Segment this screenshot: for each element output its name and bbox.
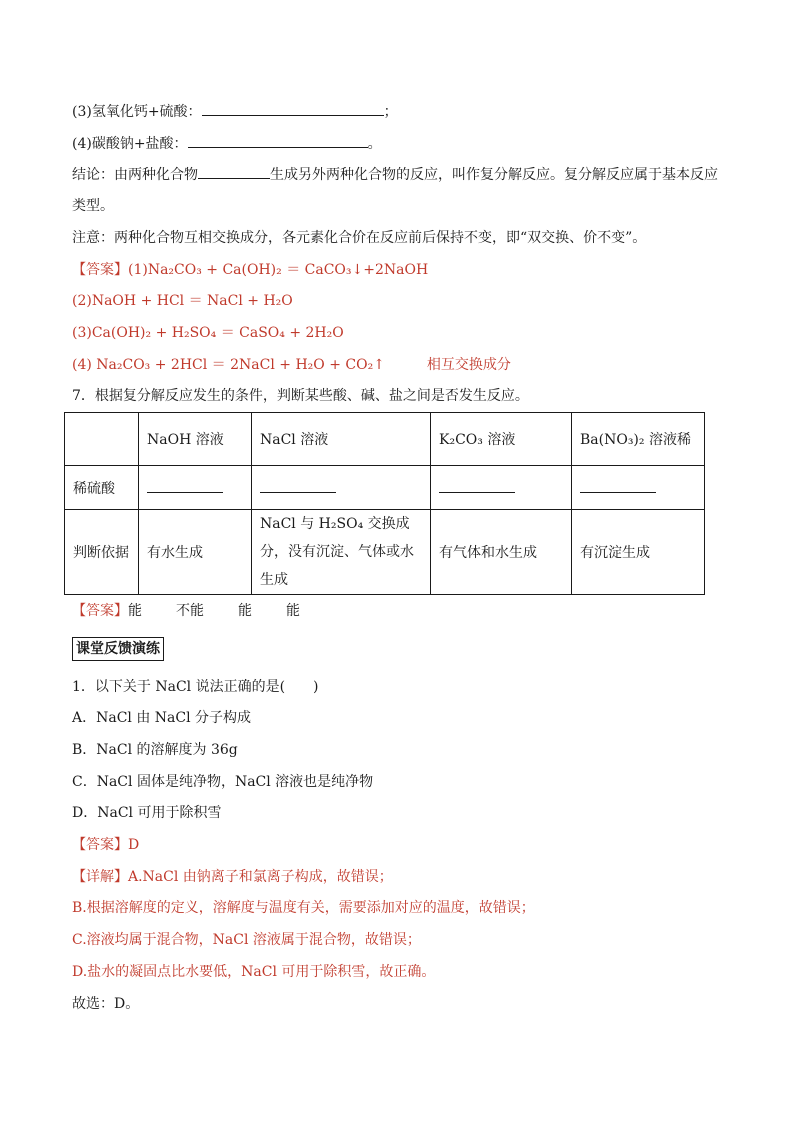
table-row — [65, 510, 705, 595]
table-cell — [139, 466, 252, 510]
table-cell: 有水生成 — [139, 510, 252, 595]
conclusion-line: 结论：由两种化合物 生成另外两种化合物的反应，叫作复分解反应。复分解反应属于基本反应 — [72, 164, 718, 185]
blank-line — [580, 478, 656, 493]
option-b: B．NaCl 的溶解度为 36g — [72, 742, 238, 758]
note: 注意：两种化合物互相交换成分，各元素化合价在反应前后保持不变，即“双交换、价不变”。 — [72, 230, 647, 246]
reaction-table — [64, 412, 705, 595]
blank-line — [147, 478, 223, 493]
answer-2: (2)NaOH + HCl ＝ NaCl + H₂O — [72, 293, 293, 309]
table-cell: 有气体和水生成 — [431, 510, 572, 595]
table-header: K₂CO₃ 溶液 — [431, 413, 572, 466]
table-cell — [65, 413, 139, 466]
option-c: C．NaCl 固体是纯净物，NaCl 溶液也是纯净物 — [72, 774, 374, 790]
table-header-row — [65, 413, 705, 466]
option-a: A．NaCl 由 NaCl 分子构成 — [72, 710, 252, 726]
answer-label: 【答案】D — [72, 837, 140, 853]
answer-4: (4) Na₂CO₃ + 2HCl ＝ 2NaCl + H₂O + CO₂↑ 相互交换成分 — [72, 357, 511, 373]
conclusion-cont: 类型。 — [72, 198, 114, 214]
answer-row: 【答案】能 不能 能 能 — [72, 603, 300, 619]
table-header: NaCl 溶液 — [252, 413, 431, 466]
answer-1: 【答案】(1)Na₂CO₃ + Ca(OH)₂ ＝ CaCO₃↓+2NaOH — [72, 262, 429, 278]
section-title: 课堂反馈演练 — [72, 637, 164, 661]
answer-3: (3)Ca(OH)₂ + H₂SO₄ ＝ CaSO₄ + 2H₂O — [72, 325, 344, 341]
blank-line — [202, 101, 384, 116]
blank-line — [198, 164, 270, 179]
detail-c: C.溶液均属于混合物，NaCl 溶液属于混合物，故错误； — [72, 932, 421, 948]
question-7: 7．根据复分解反应发生的条件，判断某些酸、碱、盐之间是否发生反应。 — [72, 388, 529, 404]
detail-b: B.根据溶解度的定义，溶解度与温度有关，需要添加对应的温度，故错误； — [72, 900, 535, 916]
detail-d: D.盐水的凝固点比水要低，NaCl 可用于除积雪，故正确。 — [72, 964, 436, 980]
final-choice: 故选：D。 — [72, 996, 140, 1012]
blank-line — [188, 133, 368, 148]
table-cell — [431, 466, 572, 510]
table-cell: NaCl 与 H₂SO₄ 交换成分，没有沉淀、气体或水生成 — [252, 510, 431, 595]
question-3: (3)氢氧化钙+硫酸： ； — [72, 101, 398, 122]
blank-line — [439, 478, 515, 493]
table-header: Ba(NO₃)₂ 溶液稀 — [572, 413, 705, 466]
question-1-stem: 1．以下关于 NaCl 说法正确的是( ) — [72, 679, 319, 695]
table-header: NaOH 溶液 — [139, 413, 252, 466]
detail-a: 【详解】A.NaCl 由钠离子和氯离子构成，故错误； — [72, 869, 393, 885]
option-d: D．NaCl 可用于除积雪 — [72, 805, 222, 821]
table-cell — [572, 466, 705, 510]
row-label: 判断依据 — [65, 510, 139, 595]
table-cell — [252, 466, 431, 510]
row-label: 稀硫酸 — [65, 466, 139, 510]
blank-line — [260, 478, 336, 493]
table-row — [65, 466, 705, 510]
question-4: (4)碳酸钠+盐酸： 。 — [72, 133, 382, 154]
table-cell: 有沉淀生成 — [572, 510, 705, 595]
